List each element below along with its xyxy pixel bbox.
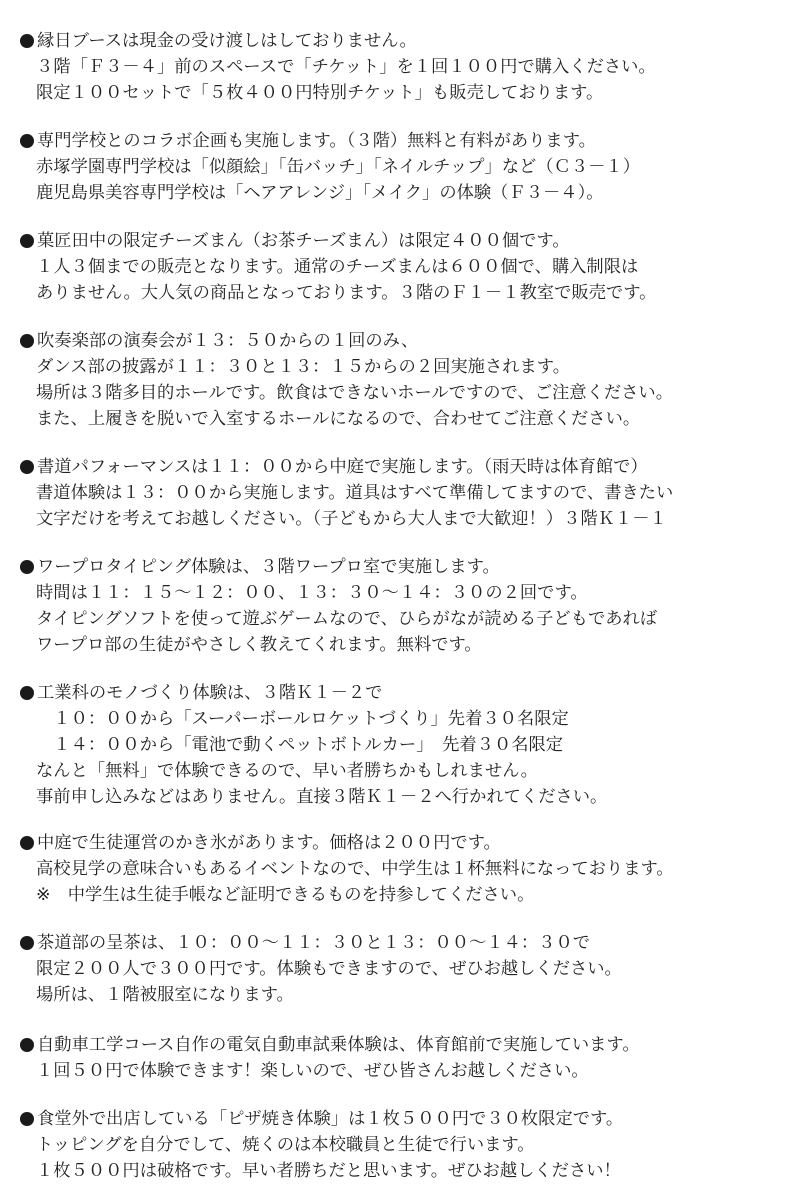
notice-item-kakigori [20,830,790,908]
item-text: １回５０円で体験できます！楽しいので、ぜひ皆さんお越しください。 [36,1061,589,1081]
item-heading: 吹奏楽部の演奏会が１３：５０からの１回のみ、 [37,331,419,351]
item-text: トッピングを自分でして、焼くのは本校職員と生徒で行います。 [36,1135,535,1155]
bullet-icon [20,1112,34,1126]
notice-item-calligraphy [20,454,790,532]
bullet-icon [20,560,34,574]
item-heading: 縁日ブースは現金の受け渡しはしておりません。 [37,31,417,51]
item-text: 限定２００人で３００円です。体験もできますので、ぜひお越しください。 [36,959,622,979]
bullet-icon [20,34,34,48]
bullet-icon [20,936,34,950]
item-text: １０：００から「スーパーボールロケットづくり」先着３０名限定 [36,709,569,729]
item-text: 事前申し込みなどはありません。直接３階Ｋ１－２へ行かれてください。 [36,787,608,807]
item-heading: 専門学校とのコラボ企画も実施します。（３階）無料と有料があります。 [37,131,596,151]
item-text: タイピングソフトを使って遊ぶゲームなので、ひらがなが読める子どもであれば [36,609,658,629]
bullet-icon [20,134,34,148]
item-text: 文字だけを考えてお越しください。（子どもから大人まで大歓迎！）３階Ｋ１－１ [36,509,667,529]
item-heading: ワープロタイピング体験は、３階ワープロ室で実施します。 [37,557,500,577]
item-text: 時間は１１：１５～１２：００、１３：３０～１４：３０の２回です。 [36,583,588,603]
item-heading: 菓匠田中の限定チーズまん（お茶チーズまん）は限定４００個です。 [37,231,570,251]
notice-item-ennichi [20,28,790,106]
bullet-icon [20,460,34,474]
notice-item-collab [20,128,790,206]
item-text: また、上履きを脱いで入室するホールになるので、合わせてご注意ください。 [36,409,641,429]
item-text: 高校見学の意味合いもあるイベントなので、中学生は１杯無料になっております。 [36,859,674,879]
item-text: なんと「無料」で体験できるので、早い者勝ちかもしれません。 [36,761,538,781]
item-heading: 茶道部の呈茶は、１０：００～１１：３０と１３：００～１４：３０で [37,933,591,953]
notice-item-monozukuri [20,680,790,810]
item-heading: 食堂外で出店している「ピザ焼き体験」は１枚５００円で３０枚限定です。 [37,1109,624,1129]
bullet-icon [20,836,34,850]
notice-item-cheese-man [20,228,790,306]
item-text: ありません。大人気の商品となっております。３階のＦ１－１教室で販売です。 [36,283,657,303]
item-text: 場所は３階多目的ホールです。飲食はできないホールですので、ご注意ください。 [36,383,673,403]
item-heading: 工業科のモノづくり体験は、３階Ｋ１－２で [37,683,383,703]
item-text: 限定１００セットで「５枚４００円特別チケット」も販売しております。 [36,83,604,103]
item-text: ワープロ部の生徒がやさしく教えてくれます。無料です。 [36,635,482,655]
notice-item-typing [20,554,790,658]
notice-item-band-dance [20,328,790,432]
item-text: 書道体験は１３：００から実施します。道具はすべて準備してますので、書きたい [36,483,674,503]
bullet-icon [20,1038,34,1052]
item-heading: 自動車工学コース自作の電気自動車試乗体験は、体育館前で実施しています。 [37,1035,640,1055]
item-text: ダンス部の披露が１１：３０と１３：１５からの２回実施されます。 [36,357,570,377]
item-text: 赤塚学園専門学校は「似顔絵」「缶バッチ」「ネイルチップ」など（Ｃ３－１） [36,157,640,177]
item-text: １枚５００円は破格です。早い者勝ちだと思います。ぜひお越しください！ [36,1161,621,1181]
item-text: ３階「Ｆ３－４」前のスペースで「チケット」を１回１００円で購入ください。 [36,57,656,77]
item-text: １４：００から「電池で動くペットボトルカー」 先着３０名限定 [36,735,564,755]
item-text: 鹿児島県美容専門学校は「ヘアアレンジ」「メイク」の体験（Ｆ３－４）。 [36,183,604,203]
notice-item-ev-ride [20,1032,790,1084]
bullet-icon [20,234,34,248]
notice-item-tea-ceremony [20,930,790,1008]
bullet-icon [20,334,34,348]
bullet-icon [20,686,34,700]
item-heading: 書道パフォーマンスは１１：００から中庭で実施します。（雨天時は体育館で） [37,457,648,477]
item-text: 場所は、１階被服室になります。 [36,985,294,1005]
notice-item-pizza [20,1106,790,1184]
item-text: １人３個までの販売となります。通常のチーズまんは６００個で、購入制限は [36,257,639,277]
item-text: ※ 中学生は生徒手帳など証明できるものを持参してください。 [36,885,535,905]
item-heading: 中庭で生徒運営のかき氷があります。価格は２００円です。 [37,833,501,853]
